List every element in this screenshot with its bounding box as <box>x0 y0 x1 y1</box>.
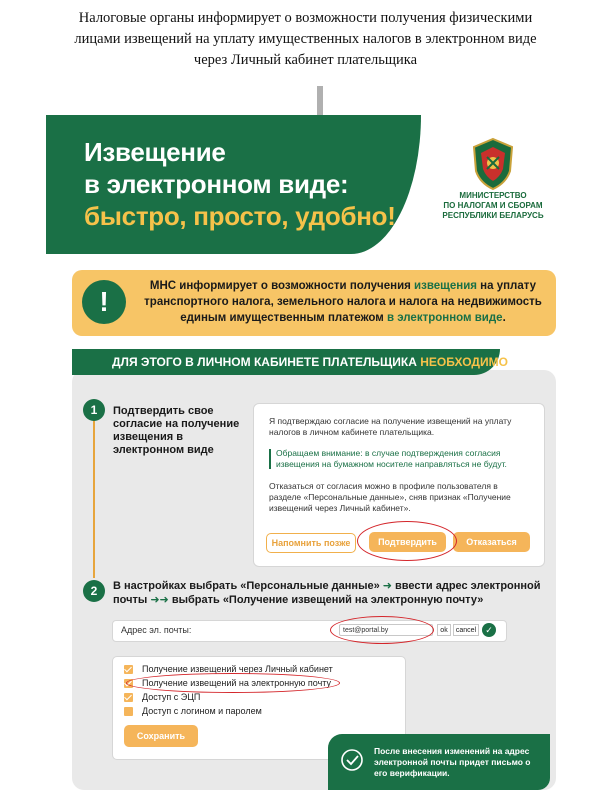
confirm-button[interactable]: Подтвердить <box>369 532 446 552</box>
step-2-part-1: В настройках выбрать «Персональные данные» <box>113 580 383 592</box>
ministry-line-2: ПО НАЛОГАМ И СБОРАМ <box>443 201 543 210</box>
info-part-3: . <box>502 312 506 324</box>
step-2-title <box>113 579 543 607</box>
step-2-part-3: выбрать «Получение извещений на электронную почту» <box>168 594 484 606</box>
cancel-button[interactable]: cancel <box>453 624 479 636</box>
option-ecp[interactable] <box>124 691 200 703</box>
check-icon: ✓ <box>482 623 496 637</box>
notice-marker <box>269 449 271 469</box>
step-1-title: Подтвердить свое согласие на получение извещения в электронном виде <box>113 405 240 456</box>
ok-button[interactable]: ok <box>437 624 451 636</box>
exclamation-icon: ! <box>82 280 126 324</box>
info-part-2: на уплату транспортного налога, земельного налога и налога на недвижимость единым имущественным платежом <box>144 280 542 324</box>
option-label: Доступ с логином и паролем <box>142 706 262 716</box>
option-label: Получение извещений через Личный кабинет <box>142 664 333 674</box>
section-header-main: ДЛЯ ЭТОГО В ЛИЧНОМ КАБИНЕТЕ ПЛАТЕЛЬЩИКА <box>112 355 421 369</box>
ministry-line-3: РЕСПУБЛИКИ БЕЛАРУСЬ <box>442 211 544 220</box>
checkbox-checked-icon[interactable] <box>124 665 133 674</box>
section-header <box>72 349 512 375</box>
ministry-name <box>438 191 548 221</box>
intro-text <box>20 8 591 71</box>
section-header-colon: : <box>507 355 512 369</box>
email-row <box>112 620 507 642</box>
banner-line-3: быстро, просто, удобно! <box>84 201 396 231</box>
arrow-right-icon: ➜ <box>150 594 160 606</box>
intro-line-3: через Личный кабинет плательщика <box>193 52 418 68</box>
intro-line-1: Налоговые органы информирует о возможности получения физическими <box>78 10 533 26</box>
email-input[interactable]: test@portal.by <box>339 624 433 636</box>
section-header-text <box>112 355 512 369</box>
banner-line-2: в электронном виде: <box>84 169 349 199</box>
section-header-accent: НЕОБХОДИМО <box>420 355 508 369</box>
option-login[interactable] <box>124 705 262 717</box>
info-text <box>138 278 548 326</box>
info-highlight-2: в электронном виде <box>386 312 503 324</box>
refuse-info-text: Отказаться от согласия можно в профиле пользователя в разделе «Персональные данные», сняв признак «Получение извещений через Личный кабинет». <box>269 481 511 513</box>
check-circle-icon <box>340 748 364 772</box>
info-part-1: МНС информирует о возможности получения <box>149 280 415 292</box>
tip-text: После внесения изменений на адрес электронной почты придет письмо о его верификации. <box>374 746 531 778</box>
ministry-line-1: МИНИСТЕРСТВО <box>459 191 527 200</box>
title-banner <box>46 115 421 254</box>
save-button[interactable]: Сохранить <box>124 725 198 747</box>
checkbox-checked-icon[interactable] <box>124 693 133 702</box>
arrow-right-icon: ➜ <box>382 580 392 592</box>
checkbox-icon[interactable] <box>124 707 133 716</box>
intro-line-2: лицами извещений на уплату имущественных налогов в электронном виде <box>74 31 537 47</box>
consent-text: Я подтверждаю согласие на получение извещений на уплату налогов в личном кабинете плательщика. <box>269 416 512 437</box>
step-2-part-2: ввести адрес электронной почты <box>113 580 541 606</box>
step-2-badge: 2 <box>83 580 105 602</box>
refuse-button[interactable]: Отказаться <box>453 532 530 552</box>
email-label: Адрес эл. почты: <box>121 625 192 635</box>
confirm-highlight-outline <box>357 521 457 561</box>
info-box <box>72 270 556 336</box>
notice-text: Обращаем внимание: в случае подтверждения согласия извещения на бумажном носителе направляться не будут. <box>276 448 507 469</box>
option-highlight-outline <box>126 673 340 693</box>
step-connector-line <box>93 420 95 578</box>
option-label: Получение извещений на электронную почту <box>142 678 331 688</box>
banner-line-1: Извещение <box>84 137 226 167</box>
info-highlight-1: извещения <box>414 280 477 292</box>
option-label: Доступ с ЭЦП <box>142 692 201 702</box>
divider-bar <box>317 86 323 116</box>
step-1-badge: 1 <box>83 399 105 421</box>
remind-later-button[interactable]: Напомнить позже <box>266 533 356 553</box>
ministry-emblem-icon <box>470 137 516 191</box>
email-highlight-outline <box>330 616 434 644</box>
verification-tip <box>328 734 550 790</box>
arrow-right-icon: ➜ <box>159 594 169 606</box>
